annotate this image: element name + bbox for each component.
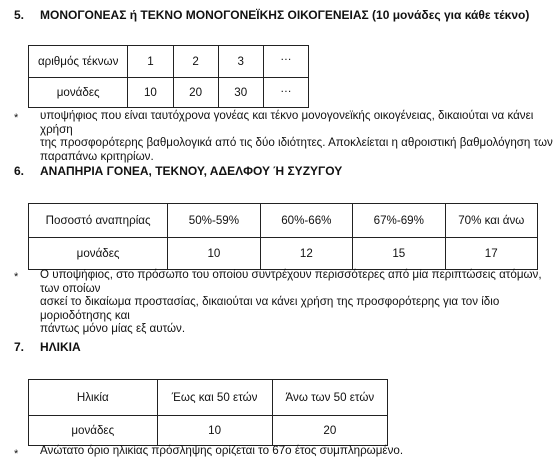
table-cell: 10: [128, 78, 173, 108]
table-cell: Ποσοστό αναπηρίας: [29, 204, 168, 238]
table-cell: 2: [173, 46, 218, 78]
table-cell: …: [263, 46, 308, 78]
table-cell: 67%-69%: [353, 204, 445, 238]
note-line: πάντως μόνο μίας εξ αυτών.: [40, 322, 186, 335]
table-cell: 30: [218, 78, 263, 108]
table-cell: 10: [157, 416, 272, 446]
note-line: παραπάνω κριτηρίων.: [40, 149, 154, 163]
table-cell: 20: [173, 78, 218, 108]
table-cell: μονάδες: [29, 238, 168, 270]
table-row: [29, 416, 388, 446]
age-points-table: [28, 379, 388, 446]
section-5-title: ΜΟΝΟΓΟΝΕΑΣ ή ΤΕΚΝΟ ΜΟΝΟΓΟΝΕΪΚΗΣ ΟΙΚΟΓΕΝΕΙΑΣ (10 μονάδες για κάθε τέκνο): [40, 8, 530, 22]
table-cell: 12: [260, 238, 352, 270]
table-row: [29, 78, 309, 108]
table-row: [29, 380, 388, 416]
table-cell: Άνω των 50 ετών: [272, 380, 387, 416]
table-cell: μονάδες: [29, 78, 128, 108]
table-cell: 60%-66%: [260, 204, 352, 238]
disability-points-table: [28, 203, 538, 270]
section-5-number: 5.: [14, 8, 25, 22]
note-line: Ανώτατο όριο ηλικίας πρόσληψης ορίζεται το 67ο έτος συμπληρωμένο.: [40, 444, 404, 457]
table-cell: 17: [445, 238, 537, 270]
table-cell: Ηλικία: [29, 380, 158, 416]
section-6-title: ΑΝΑΠΗΡΙΑ ΓΟΝΕΑ, ΤΕΚΝΟΥ, ΑΔΕΛΦΟΥ Ή ΣΥΖΥΓΟΥ: [40, 164, 343, 178]
section-6-note: [40, 268, 553, 336]
table-row: [29, 238, 538, 270]
table-cell: 50%-59%: [168, 204, 260, 238]
table-row: [29, 46, 309, 78]
section-7-note: [40, 444, 403, 458]
section-7-title: ΗΛΙΚΙΑ: [40, 340, 81, 354]
section-5-note: [40, 109, 553, 163]
section-7-number: 7.: [14, 340, 25, 354]
note-line: της προσφορότερης βαθμολογικά από τις δύο ιδιότητες. Αποκλείεται η αθροιστική βαθμολόγηση των: [40, 136, 553, 149]
section-6-number: 6.: [14, 164, 25, 178]
note-line: ασκεί το δικαίωμα προστασίας, δικαιούται να κάνει χρήση της προσφορότερης για τον ίδιο μοριοδότησης και: [40, 295, 500, 322]
note-asterisk: *: [14, 448, 19, 460]
table-cell: 10: [168, 238, 260, 270]
table-row: [29, 204, 538, 238]
note-line: υποψήφιος που είναι ταυτόχρονα γονέας και τέκνο μονογονεϊκής οικογένειας, δικαιούται να κάνει χρήση: [40, 109, 534, 136]
children-points-table: [28, 45, 309, 108]
table-cell: 20: [272, 416, 387, 446]
table-cell: Έως και 50 ετών: [157, 380, 272, 416]
note-asterisk: *: [14, 112, 19, 124]
table-cell: μονάδες: [29, 416, 158, 446]
table-cell: 15: [353, 238, 445, 270]
table-cell: 3: [218, 46, 263, 78]
table-cell: 1: [128, 46, 173, 78]
table-cell: 70% και άνω: [445, 204, 537, 238]
note-line: Ο υποψήφιος, στο πρόσωπο του οποίου συντρέχουν περισσότερες από μία περιπτώσεις ατόμων, των οποίων: [40, 268, 542, 295]
table-cell: …: [263, 78, 308, 108]
table-cell: αριθμός τέκνων: [29, 46, 128, 78]
note-asterisk: *: [14, 271, 19, 283]
